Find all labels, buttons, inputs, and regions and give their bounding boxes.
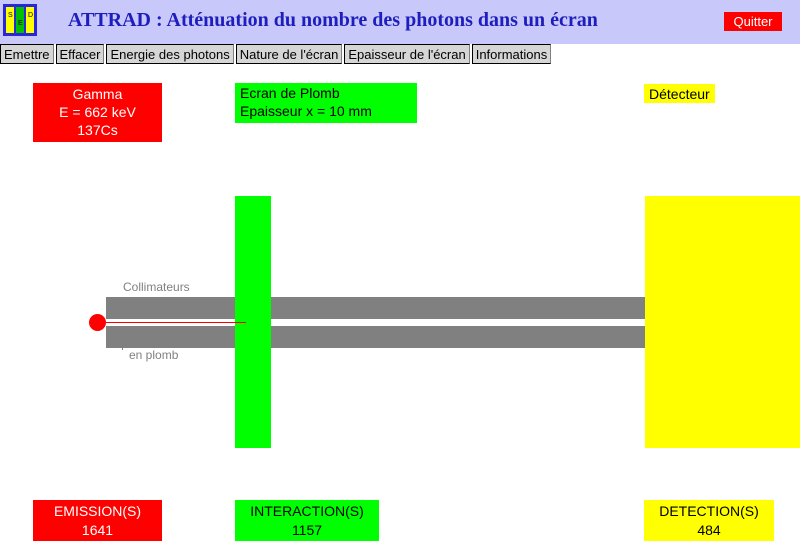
source-type: Gamma bbox=[72, 86, 123, 102]
source-dot-icon bbox=[89, 314, 106, 331]
emission-label: EMISSION(S) bbox=[53, 503, 142, 519]
screen-thickness: Epaisseur x = 10 mm bbox=[240, 103, 372, 119]
collimator-caption: Collimateurs bbox=[123, 280, 190, 294]
sed-logo-icon bbox=[3, 4, 37, 36]
photon-beam bbox=[106, 322, 246, 323]
detection-counter bbox=[644, 500, 774, 541]
source-energy: E = 662 keV bbox=[59, 104, 136, 120]
collimator-material-caption: en plomb bbox=[129, 348, 179, 362]
app-title: ATTRAD : Atténuation du nombre des photons dans un écran bbox=[68, 9, 598, 31]
collimator-top-right bbox=[271, 297, 645, 319]
menu-bar bbox=[0, 44, 553, 64]
menu-item-informations[interactable]: Informations bbox=[472, 44, 552, 64]
collimator-top-left bbox=[106, 297, 235, 319]
menu-item-nature-ecran[interactable]: Nature de l'écran bbox=[236, 44, 343, 64]
interaction-label: INTERACTION(S) bbox=[250, 503, 364, 519]
source-isotope: 137Cs bbox=[77, 122, 118, 138]
collimator-bottom-right bbox=[271, 326, 645, 348]
svg-text:E: E bbox=[18, 20, 23, 27]
detection-label: DETECTION(S) bbox=[659, 503, 759, 519]
caption-tick bbox=[122, 346, 123, 350]
quit-button[interactable]: Quitter bbox=[724, 12, 782, 31]
svg-text:S: S bbox=[8, 12, 13, 19]
emission-value: 1641 bbox=[81, 522, 114, 538]
collimator-bottom-left bbox=[106, 326, 235, 348]
menu-item-emettre[interactable]: Emettre bbox=[0, 44, 54, 64]
detector-label: Détecteur bbox=[644, 84, 715, 103]
source-info-box bbox=[33, 83, 162, 142]
menu-item-epaisseur-ecran[interactable]: Epaisseur de l'écran bbox=[344, 44, 469, 64]
interaction-counter bbox=[235, 500, 379, 541]
emission-counter bbox=[33, 500, 162, 541]
detection-value: 484 bbox=[697, 522, 721, 538]
screen-info-box bbox=[235, 83, 417, 123]
interaction-value: 1157 bbox=[291, 522, 323, 538]
title-bar bbox=[0, 0, 800, 44]
detector-block bbox=[645, 196, 800, 448]
screen-material: Ecran de Plomb bbox=[240, 85, 340, 101]
menu-item-effacer[interactable]: Effacer bbox=[56, 44, 105, 64]
svg-text:D: D bbox=[28, 12, 34, 19]
menu-item-energie[interactable]: Energie des photons bbox=[106, 44, 233, 64]
